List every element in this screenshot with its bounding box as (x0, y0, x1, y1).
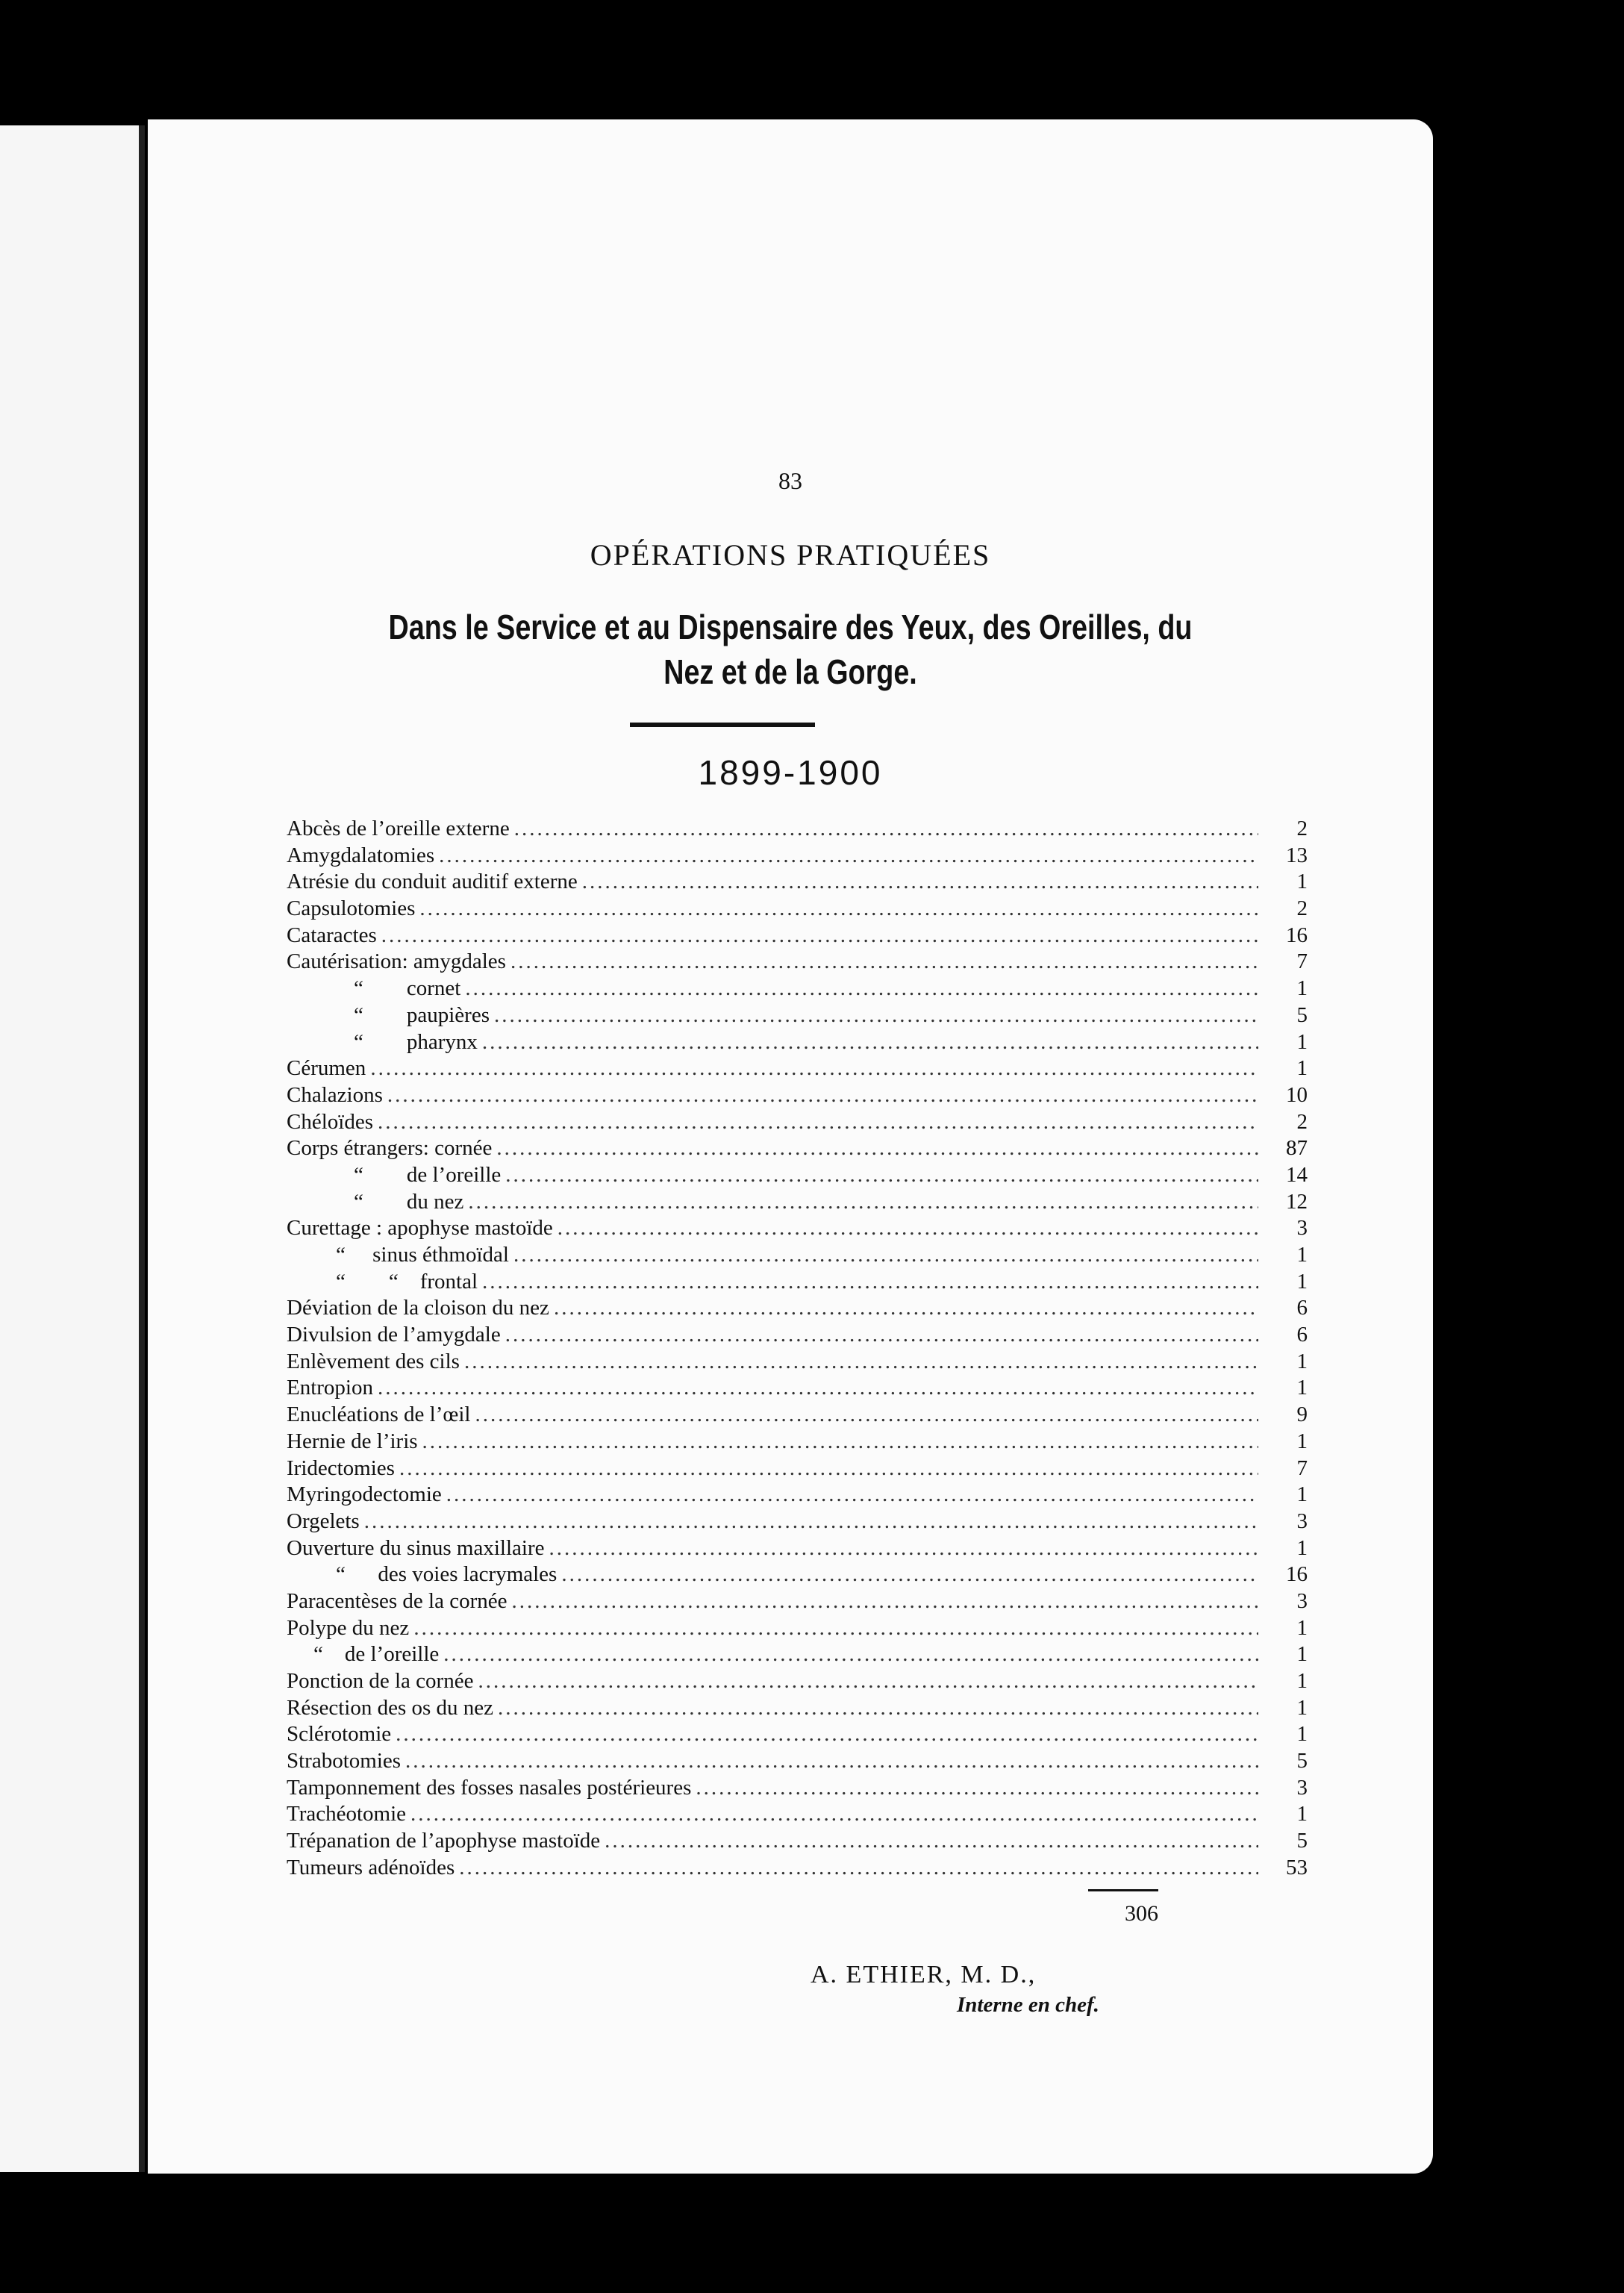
page-subtitle: Dans le Service et au Dispensaire des Yeux, des Oreilles, du Nez et de la Gorge. (388, 608, 1193, 691)
entry-value: 1 (1296, 870, 1308, 894)
dot-leader (378, 1110, 1258, 1135)
entry-label: Myringodectomie (287, 1482, 442, 1507)
list-item (287, 1163, 1308, 1190)
entry-value: 1 (1296, 1243, 1308, 1267)
dot-leader (554, 1296, 1258, 1320)
entry-value: 1 (1296, 1695, 1308, 1720)
entry-value: 1 (1296, 976, 1308, 1001)
entry-label: Enlèvement des cils (287, 1349, 460, 1373)
list-item (287, 1616, 1308, 1643)
dot-leader (396, 1722, 1258, 1747)
entry-label: Strabotomies (287, 1749, 402, 1773)
entry-label: Tumeurs adénoïdes (287, 1855, 455, 1879)
entry-value: 1 (1296, 1376, 1308, 1400)
entry-label: “ de l’oreille (313, 1642, 440, 1667)
dot-leader (478, 1669, 1258, 1694)
dot-leader (510, 949, 1258, 974)
dot-leader (514, 817, 1258, 841)
dot-leader (387, 1083, 1258, 1108)
dot-leader (496, 1136, 1258, 1161)
entry-value: 1 (1296, 1482, 1308, 1507)
dot-leader (419, 896, 1258, 921)
entry-value: 5 (1296, 1002, 1308, 1027)
list-item (287, 1696, 1308, 1723)
entry-label: “ “ frontal (336, 1269, 478, 1294)
entry-value: 1 (1296, 1056, 1308, 1081)
entry-value: 6 (1296, 1296, 1308, 1320)
page-title: OPÉRATIONS PRATIQUÉES (590, 538, 991, 572)
list-item (287, 1802, 1308, 1829)
entry-value: 5 (1296, 1749, 1308, 1773)
dot-leader (494, 1003, 1258, 1028)
entry-value: 1 (1296, 1642, 1308, 1667)
list-item (287, 1776, 1308, 1803)
list-item (287, 1056, 1308, 1083)
list-item (287, 1296, 1308, 1323)
entry-value: 87 (1286, 1136, 1308, 1161)
list-item (287, 1003, 1308, 1030)
list-item (287, 1110, 1308, 1137)
left-page-edge (0, 125, 142, 2172)
dot-leader (549, 1536, 1259, 1561)
list-item (287, 1749, 1308, 1776)
entry-value: 16 (1286, 923, 1308, 947)
dot-leader (482, 1270, 1258, 1294)
year-range: 1899-1900 (698, 753, 883, 792)
entry-value: 7 (1296, 1456, 1308, 1480)
dot-leader (558, 1216, 1258, 1241)
dot-leader (459, 1856, 1258, 1880)
dot-leader (439, 843, 1258, 868)
entry-value: 6 (1296, 1323, 1308, 1347)
dot-leader (513, 1243, 1258, 1267)
dot-leader (475, 1403, 1258, 1427)
list-item (287, 976, 1308, 1003)
list-item (287, 1243, 1308, 1270)
entry-label: “ du nez (354, 1189, 464, 1214)
total-value: 306 (1125, 1901, 1158, 1926)
entry-label: Curettage : apophyse mastoïde (287, 1216, 553, 1241)
entry-label: Résection des os du nez (287, 1695, 494, 1720)
entry-value: 1 (1296, 1349, 1308, 1373)
entry-label: Orgelets (287, 1509, 360, 1533)
dot-leader (443, 1642, 1258, 1667)
page-number: 83 (778, 467, 802, 494)
dot-leader (378, 1376, 1258, 1400)
signature-name: A. ETHIER, M. D., (811, 1961, 1037, 1988)
list-item (287, 1562, 1308, 1589)
entry-label: Chéloïdes (287, 1109, 373, 1134)
list-item (287, 1350, 1308, 1376)
entry-label: Paracentèses de la cornée (287, 1588, 508, 1613)
list-item (287, 896, 1308, 923)
dot-leader (410, 1802, 1258, 1826)
dot-leader (482, 1030, 1258, 1055)
entry-label: Trachéotomie (287, 1802, 407, 1826)
list-item (287, 817, 1308, 843)
entry-value: 12 (1286, 1189, 1308, 1214)
entry-label: Cautérisation: amygdales (287, 949, 506, 974)
dot-leader (468, 1190, 1258, 1214)
signature-role: Interne en chef. (957, 1993, 1099, 2017)
list-item (287, 1136, 1308, 1163)
entry-label: “ sinus éthmoïdal (336, 1243, 509, 1267)
entry-value: 1 (1296, 1029, 1308, 1054)
dot-leader (422, 1429, 1258, 1454)
dot-leader (364, 1509, 1258, 1534)
list-item (287, 1856, 1308, 1882)
list-item (287, 1509, 1308, 1536)
entry-label: Tamponnement des fosses nasales postérieures (287, 1775, 692, 1800)
entry-label: Sclérotomie (287, 1722, 392, 1747)
list-item (287, 1403, 1308, 1429)
dot-leader (399, 1456, 1258, 1481)
list-item (287, 949, 1308, 976)
dot-leader (413, 1616, 1258, 1641)
dot-leader (370, 1056, 1258, 1081)
entry-value: 3 (1296, 1775, 1308, 1800)
dot-leader (696, 1776, 1258, 1800)
dot-leader (605, 1829, 1258, 1853)
entry-value: 1 (1296, 1269, 1308, 1294)
entry-label: Enucléations de l’œil (287, 1403, 471, 1427)
entry-value: 2 (1296, 817, 1308, 840)
entry-value: 53 (1286, 1855, 1308, 1879)
list-item (287, 1270, 1308, 1297)
list-item (287, 1482, 1308, 1509)
list-item (287, 923, 1308, 950)
dot-leader (464, 1350, 1258, 1374)
entry-label: Entropion (287, 1376, 373, 1400)
entry-label: Divulsion de l’amygdale (287, 1323, 501, 1347)
entry-label: “ pharynx (354, 1029, 478, 1054)
entry-value: 13 (1286, 843, 1308, 867)
dot-leader (446, 1482, 1258, 1507)
entry-label: “ de l’oreille (354, 1162, 502, 1187)
list-item (287, 1216, 1308, 1243)
list-item (287, 1829, 1308, 1856)
entry-value: 1 (1296, 1429, 1308, 1453)
list-item (287, 1589, 1308, 1616)
list-item (287, 1642, 1308, 1669)
entry-label: Abcès de l’oreille externe (287, 817, 510, 840)
document-page (148, 119, 1433, 2174)
dot-leader (511, 1589, 1258, 1614)
entry-label: Corps étrangers: cornée (287, 1136, 493, 1161)
entry-value: 1 (1296, 1802, 1308, 1826)
entry-label: Amygdalatomies (287, 843, 435, 867)
entry-value: 3 (1296, 1588, 1308, 1613)
entry-value: 7 (1296, 949, 1308, 974)
entry-value: 16 (1286, 1562, 1308, 1587)
entry-value: 1 (1296, 1615, 1308, 1640)
entry-value: 1 (1296, 1535, 1308, 1560)
entry-value: 1 (1296, 1669, 1308, 1693)
list-item (287, 1030, 1308, 1057)
entry-value: 3 (1296, 1509, 1308, 1533)
entry-label: Capsulotomies (287, 896, 416, 921)
entry-value: 5 (1296, 1829, 1308, 1853)
list-item (287, 1429, 1308, 1456)
dot-leader (582, 870, 1258, 894)
entry-value: 10 (1286, 1082, 1308, 1107)
list-item (287, 1323, 1308, 1350)
dot-leader (505, 1163, 1258, 1188)
entry-label: “ des voies lacrymales (336, 1562, 558, 1587)
entry-label: Atrésie du conduit auditif externe (287, 870, 578, 894)
entry-value: 2 (1296, 1109, 1308, 1134)
total-divider (1088, 1889, 1158, 1891)
entry-label: Trépanation de l’apophyse mastoïde (287, 1829, 601, 1853)
dot-leader (498, 1696, 1258, 1720)
list-item (287, 1536, 1308, 1563)
entry-value: 1 (1296, 1722, 1308, 1747)
entry-label: Chalazions (287, 1082, 383, 1107)
entry-label: Ouverture du sinus maxillaire (287, 1535, 545, 1560)
list-item (287, 1669, 1308, 1696)
dot-leader (561, 1562, 1258, 1587)
operations-list (287, 817, 1308, 1882)
entry-value: 14 (1286, 1162, 1308, 1187)
entry-label: “ paupières (354, 1002, 490, 1027)
entry-label: Déviation de la cloison du nez (287, 1296, 549, 1320)
entry-value: 9 (1296, 1403, 1308, 1427)
entry-label: Cataractes (287, 923, 377, 947)
entry-label: Cérumen (287, 1056, 366, 1081)
list-item (287, 1190, 1308, 1217)
page-gutter (139, 125, 145, 2172)
dot-leader (381, 923, 1258, 948)
entry-value: 2 (1296, 896, 1308, 921)
list-item (287, 1083, 1308, 1110)
dot-leader (465, 976, 1258, 1001)
dot-leader (405, 1749, 1258, 1773)
entry-label: Ponction de la cornée (287, 1669, 474, 1693)
entry-label: Iridectomies (287, 1456, 395, 1480)
list-item (287, 1376, 1308, 1403)
dot-leader (505, 1323, 1258, 1347)
list-item (287, 1456, 1308, 1483)
entry-label: “ cornet (354, 976, 461, 1001)
entry-label: Polype du nez (287, 1615, 410, 1640)
list-item (287, 870, 1308, 896)
list-item (287, 1722, 1308, 1749)
entry-value: 3 (1296, 1216, 1308, 1241)
title-divider (630, 723, 815, 727)
entry-label: Hernie de l’iris (287, 1429, 418, 1453)
list-item (287, 843, 1308, 870)
